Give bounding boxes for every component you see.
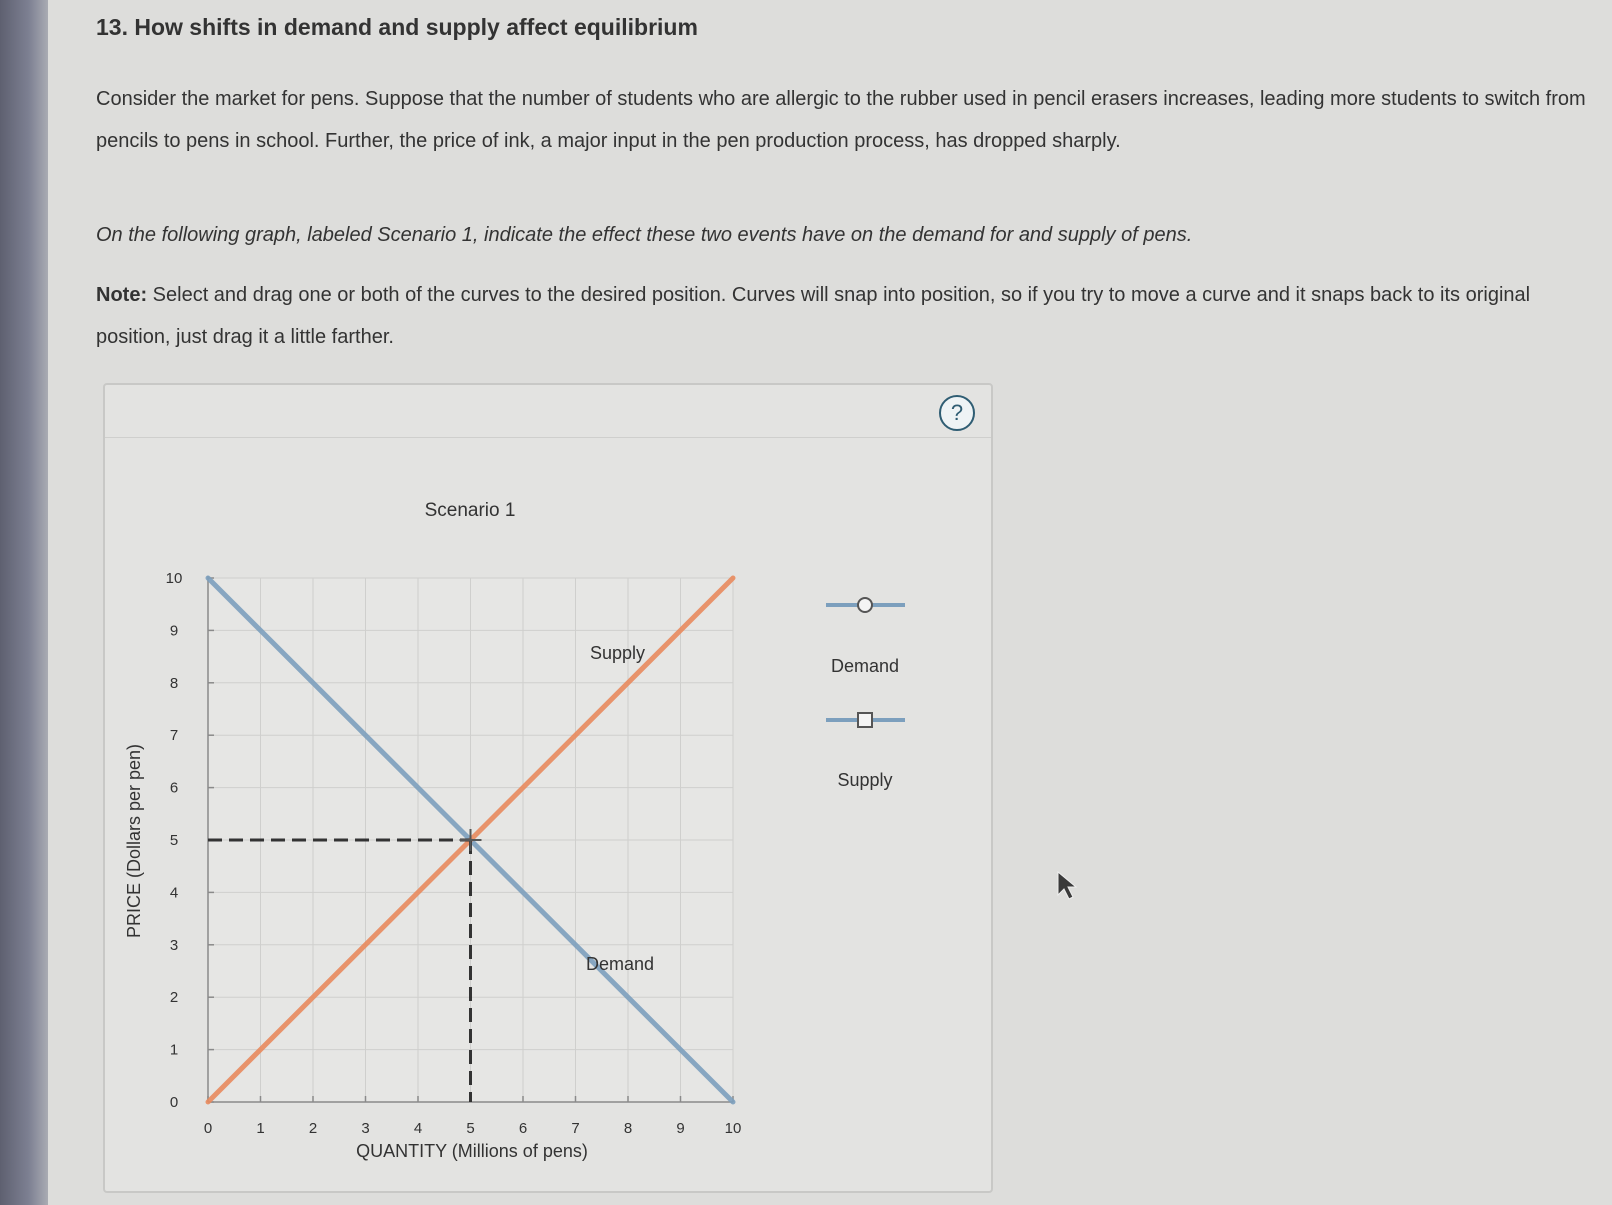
demand-tool-handle (858, 598, 872, 612)
x-tick-label: 2 (308, 1120, 318, 1137)
legend-supply-label: Supply (837, 770, 893, 790)
x-tick-label: 7 (571, 1120, 580, 1137)
legend-demand-label: Demand (830, 656, 900, 676)
x-tick-label: 9 (676, 1120, 685, 1137)
y-tick-label: 5 (169, 832, 179, 849)
cursor-arrow (1058, 872, 1076, 899)
x-tick-label: 4 (413, 1120, 423, 1137)
y-tick-label: 3 (169, 936, 179, 954)
instruction-text: On the following graph, labeled Scenario 1, indicate the effect these two events have on the demand for and supply of pens. (96, 224, 1193, 246)
y-tick-label: 4 (169, 884, 179, 902)
supply-curve-label: Supply (590, 643, 646, 663)
x-tick-label: 3 (361, 1120, 370, 1137)
y-tick-label: 6 (169, 779, 179, 797)
y-tick-label: 9 (169, 622, 179, 640)
demand-tool-icon[interactable] (826, 598, 905, 612)
x-tick-label: 1 (256, 1120, 265, 1137)
mouse-pointer-icon (1058, 872, 1076, 899)
y-tick-label: 8 (169, 674, 179, 692)
note-body: Select and drag one or both of the curves to the desired position. Curves will snap into position, so if you try to move a curve and it snaps back to its original position, just drag it a little farther. (96, 284, 1531, 348)
y-tick-label: 10 (165, 570, 183, 587)
x-tick-label: 0 (203, 1120, 213, 1137)
x-tick-label: 8 (623, 1120, 633, 1137)
x-tick-label: 5 (466, 1120, 475, 1137)
y-tick-label: 1 (169, 1041, 179, 1059)
x-tick-label: 10 (724, 1120, 742, 1137)
note-label: Note: (96, 284, 148, 306)
y-axis-label: PRICE (Dollars per pen) (124, 743, 144, 939)
x-tick-label: 6 (518, 1120, 528, 1137)
supply-tool-icon[interactable] (826, 713, 905, 727)
chart-title: Scenario 1 (424, 500, 516, 521)
y-tick-label: 0 (169, 1094, 179, 1111)
demand-curve-label: Demand (586, 954, 655, 974)
question-title: 13. How shifts in demand and supply affect equilibrium (96, 14, 698, 40)
y-tick-label: 7 (169, 727, 179, 745)
help-button[interactable]: ? (939, 395, 975, 431)
supply-tool-handle (858, 713, 872, 727)
y-tick-label: 2 (169, 989, 179, 1007)
scenario-paragraph: Consider the market for pens. Suppose that the number of students who are allergic to the rubber used in pencil erasers increases, leading more students to switch from pencils to pens in school. Further, the price of ink, a major input in the pen production process, has dropped sharply. (96, 88, 1586, 152)
x-axis-label: QUANTITY (Millions of pens) (356, 1141, 588, 1161)
